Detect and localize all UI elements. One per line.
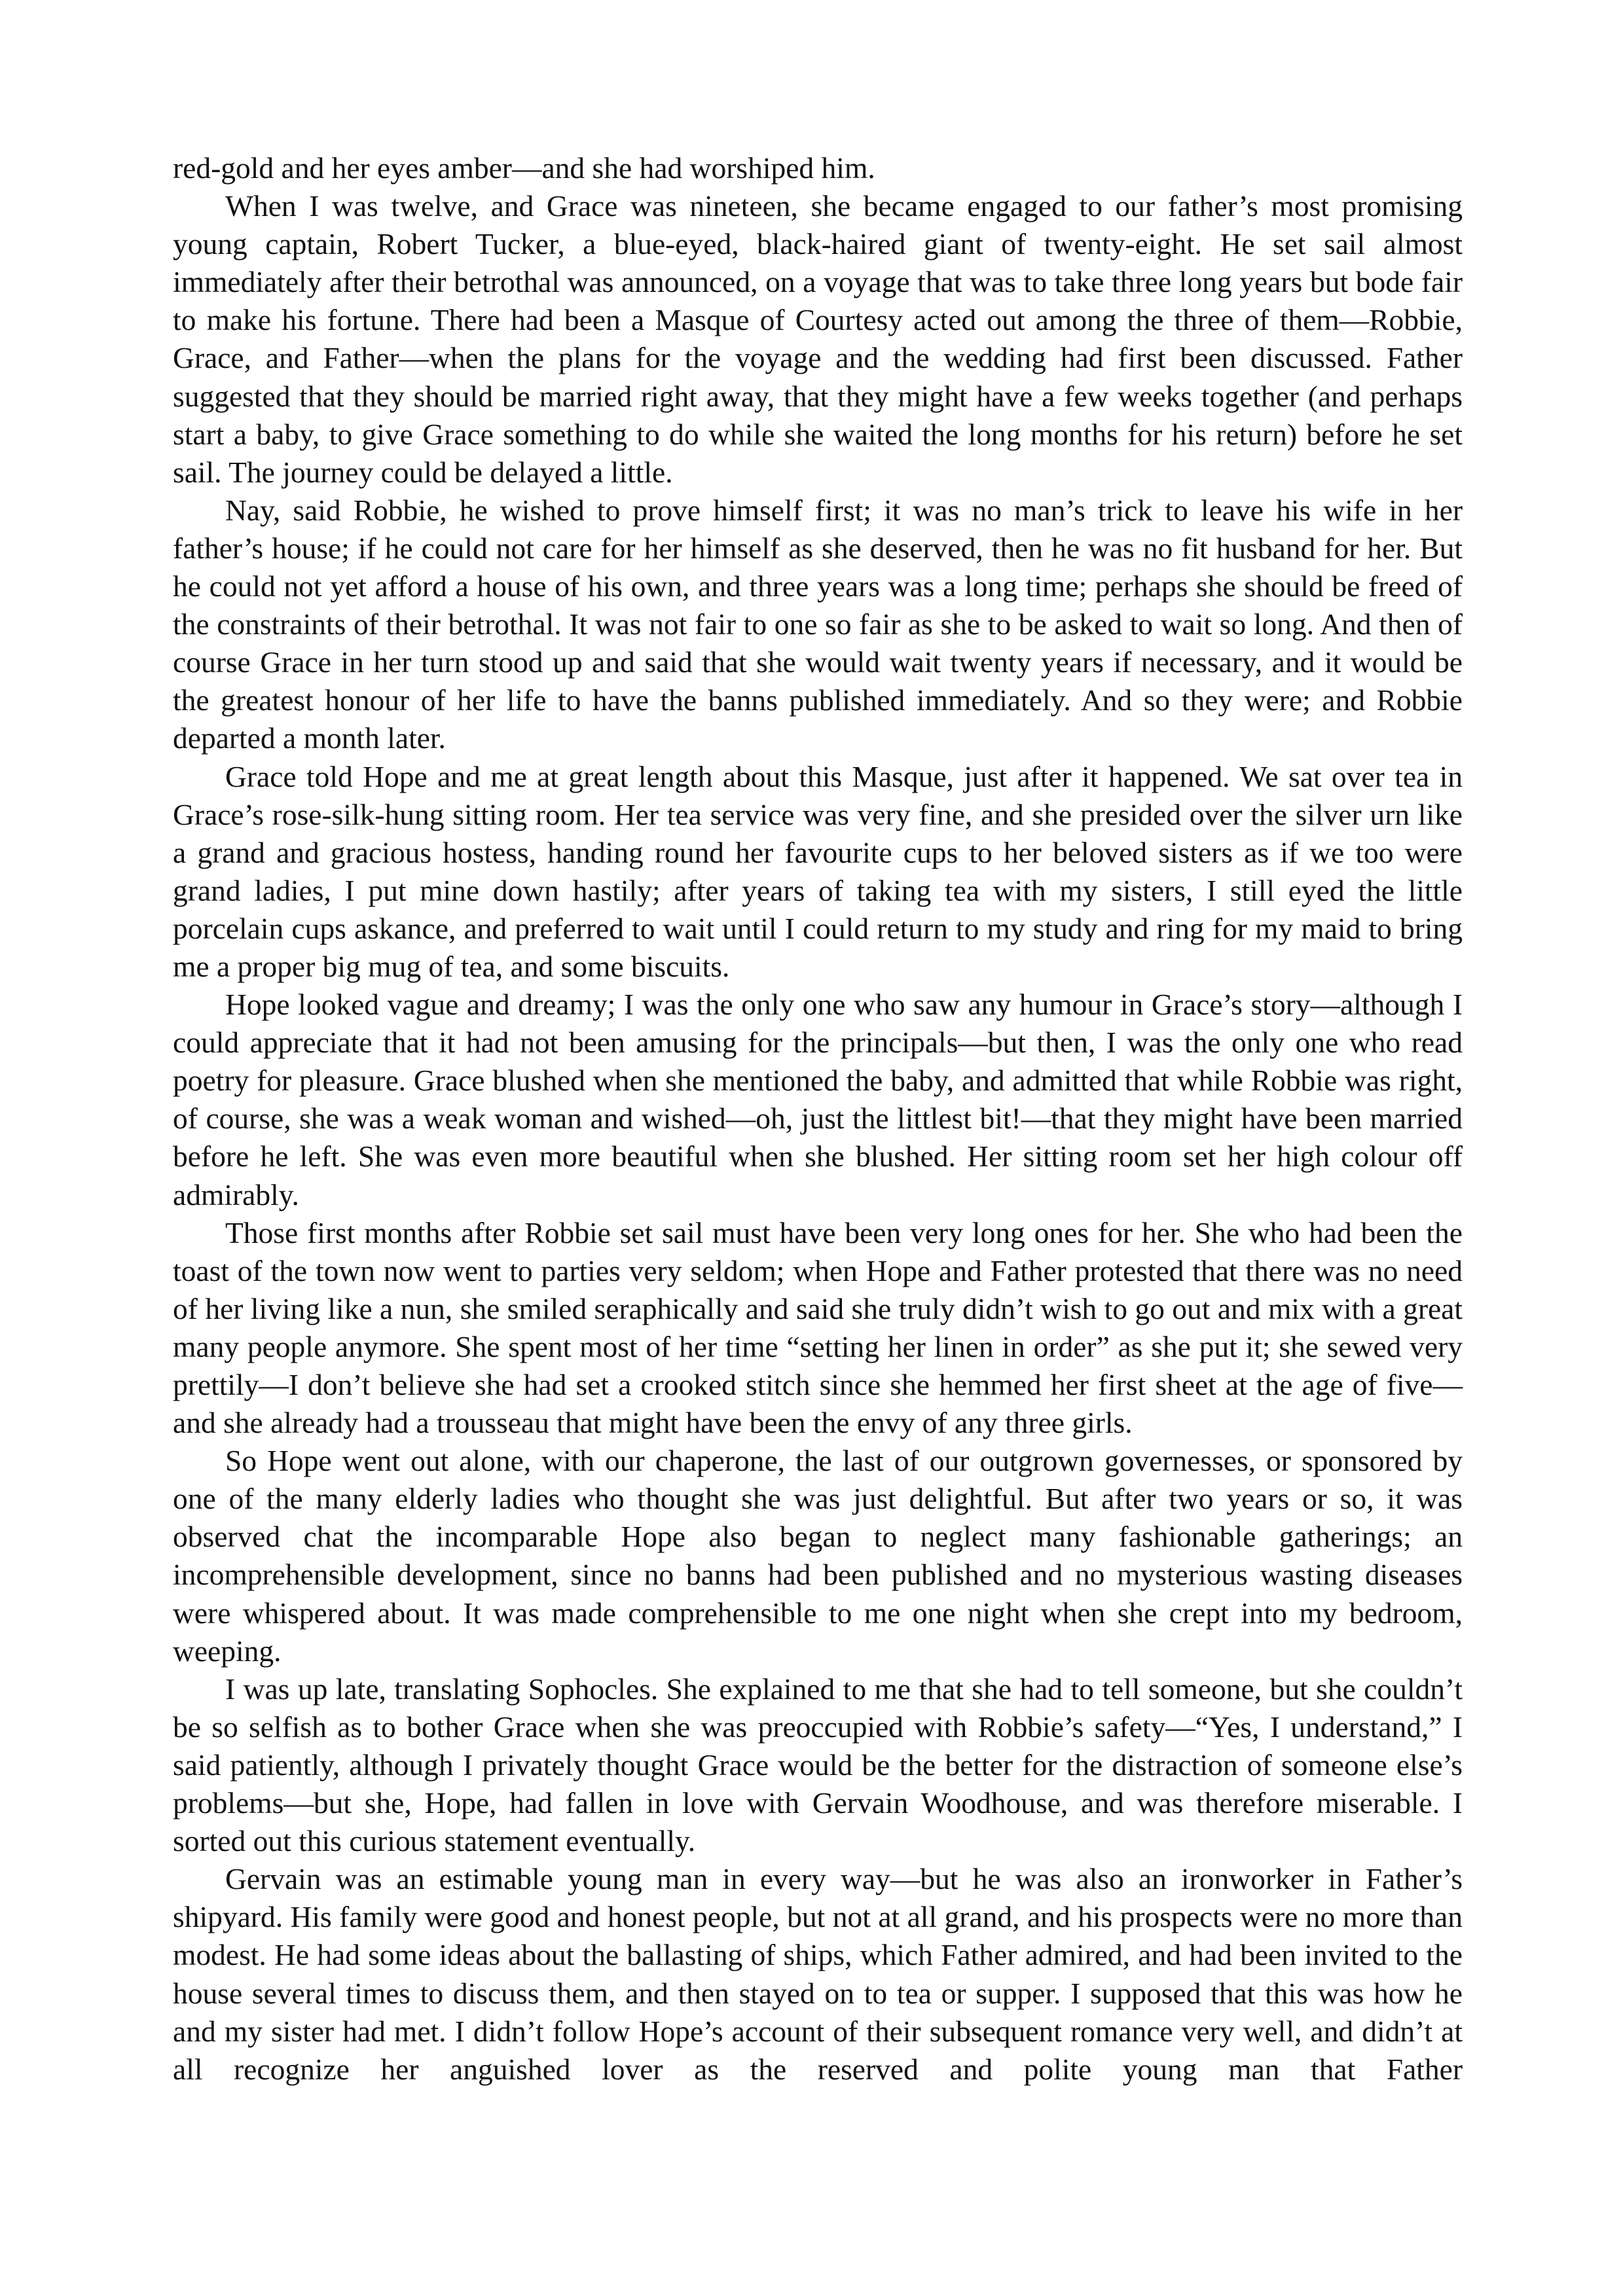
body-text bbox=[173, 149, 1463, 2089]
paragraph-3: Nay, said Robbie, he wished to prove himself first; it was no man’s trick to leave his wife in her father’s house; if he could not care for her himself as she deserved, then he was no fit husband for her. But he could not yet afford a house of his own, and three years was a long time; perhaps she should be freed of the constraints of their betrothal. It was not fair to one so fair as she to be asked to wait so long. And then of course Grace in her turn stood up and said that she would wait twenty years if necessary, and it would be the greatest honour of her life to have the banns published immediately. And so they were; and Robbie departed a month later. bbox=[173, 493, 1463, 755]
paragraph-2: When I was twelve, and Grace was nineteen, she became engaged to our father’s most promising young captain, Robert Tucker, a blue-eyed, black-haired giant of twenty-eight. He set sail almost immediately after their betrothal was announced, on a voyage that was to take three long years but bode fair to make his fortune. There had been a Masque of Courtesy acted out among the three of them—Robbie, Grace, and Father—when the plans for the voyage and the wedding had first been discussed. Father suggested that they should be married right away, that they might have a few weeks together (and perhaps start a baby, to give Grace something to do while she waited the long months for his return) before he set sail. The journey could be delayed a little. bbox=[173, 189, 1463, 489]
paragraph-8: I was up late, translating Sophocles. She explained to me that she had to tell someone, but she couldn’t be so selfish as to bother Grace when she was preoccupied with Robbie’s safety—“Yes, I understand,” I said patiently, although I privately thought Grace would be the better for the distraction of someone else’s problems—but she, Hope, had fallen in love with Gervain Woodhouse, and was therefore miserable. I sorted out this curious statement eventually. bbox=[173, 1672, 1463, 1858]
paragraph-9: Gervain was an estimable young man in every way—but he was also an ironworker in Father’s shipyard. His family were good and honest people, but not at all grand, and his prospects were no more than modest. He had some ideas about the ballasting of ships, which Father admired, and had been invited to the house several times to discuss them, and then stayed on to tea or supper. I supposed that this was how he and my sister had met. I didn’t follow Hope’s account of their subsequent romance very well, and didn’t at all recognize her anguished lover as the reserved and polite young man that Father bbox=[173, 1862, 1463, 2086]
paragraph-4: Grace told Hope and me at great length about this Masque, just after it happened. We sat over tea in Grace’s rose-silk-hung sitting room. Her tea service was very fine, and she presided over the silver urn like a grand and gracious hostess, handing round her favourite cups to her beloved sisters as if we too were grand ladies, I put mine down hastily; after years of taking tea with my sisters, I still eyed the little porcelain cups askance, and preferred to wait until I could return to my study and ring for my maid to bring me a proper big mug of tea, and some biscuits. bbox=[173, 759, 1463, 983]
paragraph-7: So Hope went out alone, with our chaperone, the last of our outgrown governesses, or sponsored by one of the many elderly ladies who thought she was just delightful. But after two years or so, it was observed chat the incomparable Hope also began to neglect many fashionable gatherings; an incomprehensible development, since no banns had been published and no mysterious wasting diseases were whispered about. It was made comprehensible to me one night when she crept into my bedroom, weeping. bbox=[173, 1444, 1463, 1668]
paragraph-5: Hope looked vague and dreamy; I was the only one who saw any humour in Grace’s story—although I could appreciate that it had not been amusing for the principals—but then, I was the only one who read poetry for pleasure. Grace blushed when she mentioned the baby, and admitted that while Robbie was right, of course, she was a weak woman and wished—oh, just the littlest bit!—that they might have been married before he left. She was even more beautiful when she blushed. Her sitting room set her high colour off admirably. bbox=[173, 988, 1463, 1211]
paragraph-1-continued: red-gold and her eyes amber—and she had worshiped him. bbox=[173, 151, 875, 185]
paragraph-6: Those first months after Robbie set sail must have been very long ones for her. She who had been the toast of the town now went to parties very seldom; when Hope and Father protested that there was no need of her living like a nun, she smiled seraphically and said she truly didn’t wish to go out and mix with a great many people anymore. She spent most of her time “setting her linen in order” as she put it; she sewed very prettily—I don’t believe she had set a crooked stitch since she hemmed her first sheet at the age of five—and she already had a trousseau that might have been the envy of any three girls. bbox=[173, 1215, 1463, 1440]
